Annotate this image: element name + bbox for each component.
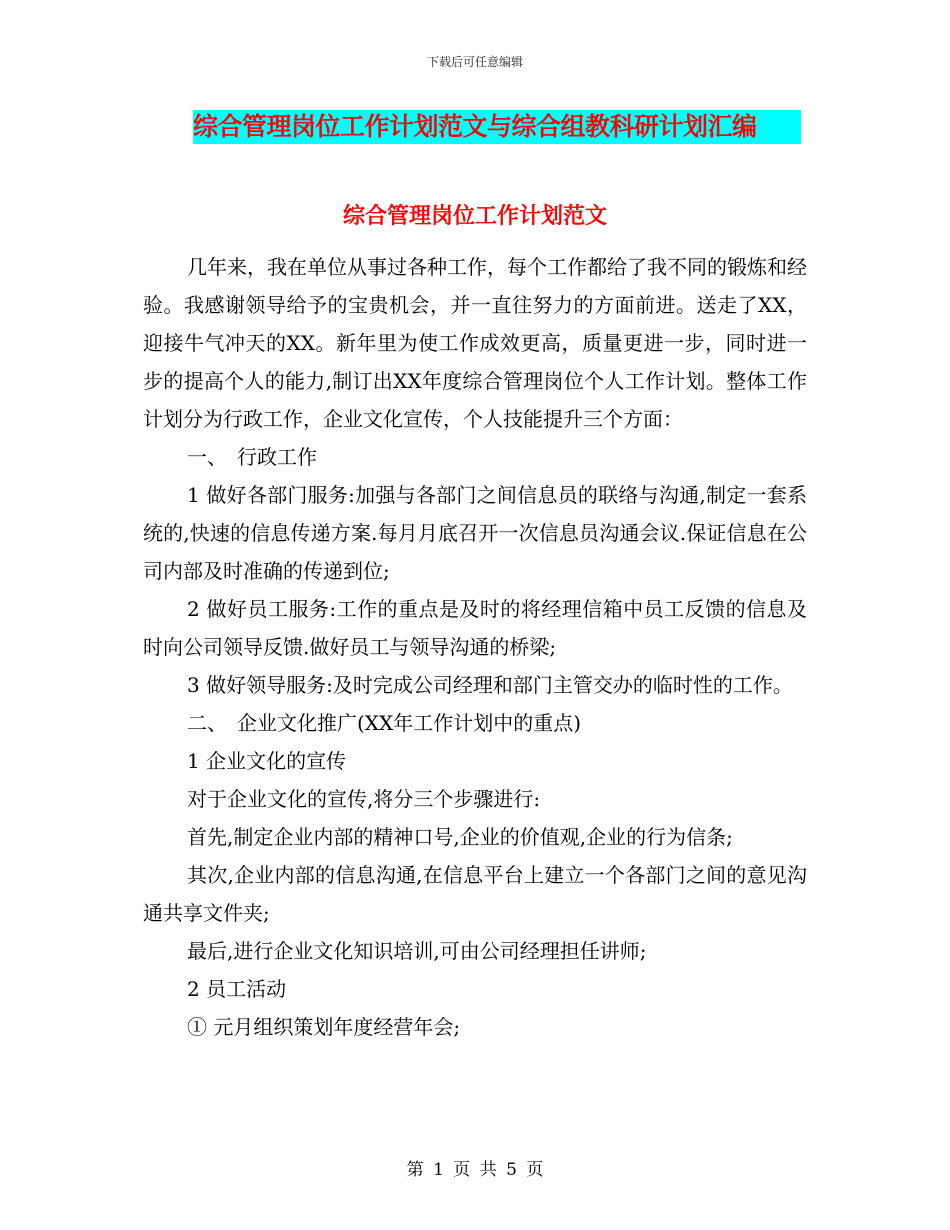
paragraph-staff-service: 2 做好员工服务:工作的重点是及时的将经理信箱中员工反馈的信息及时向公司领导反馈.做好员工与领导沟通的桥梁; [143,597,807,659]
paragraph-step-second: 其次,企业内部的信息沟通,在信息平台上建立一个各部门之间的意见沟通共享文件夹; [143,863,807,925]
subheading-staff-activities: 2 员工活动 [187,977,287,1001]
document-body [143,248,807,1046]
paragraph-leader-service: 3 做好领导服务:及时完成公司经理和部门主管交办的临时性的工作。 [187,673,793,697]
subheading-culture-publicity: 1 企业文化的宣传 [187,749,347,773]
paragraph-publicity-steps: 对于企业文化的宣传,将分三个步骤进行: [187,787,541,811]
document-title: 综合管理岗位工作计划范文与综合组教科研计划汇编 [193,110,801,144]
paragraph-step-last: 最后,进行企业文化知识培训,可由公司经理担任讲师; [187,939,647,963]
paragraph-department-service: 1 做好各部门服务:加强与各部门之间信息员的联络与沟通,制定一套系统的,快速的信息传递方案.每月月底召开一次信息员沟通会议.保证信息在公司内部及时准确的传递到位; [143,483,807,583]
paragraph-intro: 几年来，我在单位从事过各种工作，每个工作都给了我不同的锻炼和经验。我感谢领导给予的宝贵机会，并一直往努力的方面前进。送走了XX，迎接牛气冲天的XX。新年里为使工作成效更高，质量更进一步，同时进一步的提高个人的能力,制订出XX年度综合管理岗位个人工作计划。整体工作计划分为行政工作，企业文化宣传，个人技能提升三个方面： [143,255,807,431]
section-title: 综合管理岗位工作计划范文 [342,203,607,229]
header-note: 下载后可任意编辑 [426,55,523,69]
paragraph-step-first: 首先,制定企业内部的精神口号,企业的价值观,企业的行为信条; [187,825,733,849]
list-item-annual-meeting: ① 元月组织策划年度经营年会; [187,1015,461,1039]
heading-culture-promotion: 二、 企业文化推广(XX年工作计划中的重点) [187,711,582,735]
page-number: 第 1 页 共 5 页 [406,1160,544,1180]
heading-admin-work: 一、 行政工作 [187,445,317,469]
